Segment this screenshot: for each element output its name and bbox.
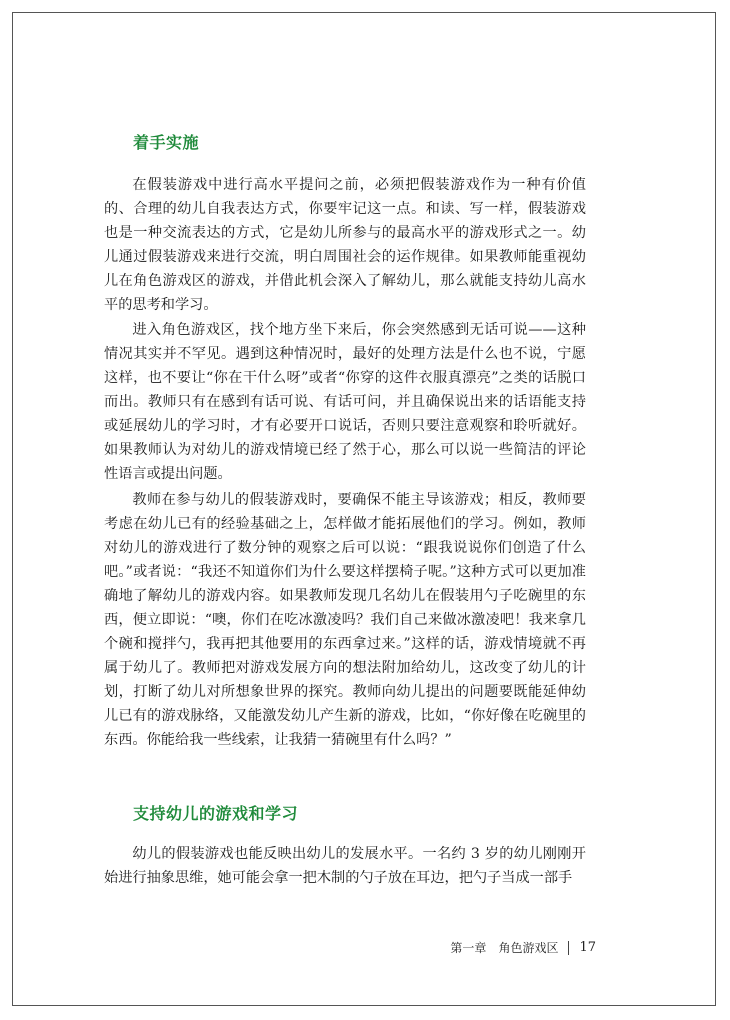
footer-chapter: 第一章: [450, 941, 487, 955]
section-heading-getting-started: 着手实施: [133, 133, 200, 152]
body-paragraph-2: 进入角色游戏区，找个地方坐下来后，你会突然感到无话可说——这种情况其实并不罕见。遇到这种情况时，最好的处理方法是什么也不说，宁愿这样，也不要让“你在干什么呀”或者“你穿的这件衣服真漂亮”之类的话脱口而出。教师只有在感到有话可说、有话可问，并且确保说出来的话语能支持或延展幼儿的学习时，才有必要开口说话，否则只要注意观察和聆听就好。如果教师认为对幼儿的游戏情境已经了然于心，那么可以说一些简洁的评论性语言或提出问题。: [104, 322, 586, 482]
body-paragraph-4: 幼儿的假装游戏也能反映出幼儿的发展水平。一名约 3 岁的幼儿刚刚开始进行抽象思维，她可能会拿一把木制的勺子放在耳边，把勺子当成一部手: [104, 846, 586, 886]
section-heading-support-play: 支持幼儿的游戏和学习: [133, 804, 299, 823]
page-footer: [450, 939, 596, 956]
footer-divider: [568, 941, 569, 955]
footer-section-title: 角色游戏区: [498, 941, 559, 955]
page-number: 17: [579, 940, 596, 955]
body-paragraph-1: 在假装游戏中进行高水平提问之前，必须把假装游戏作为一种有价值的、合理的幼儿自我表达方式，你要牢记这一点。和读、写一样，假装游戏也是一种交流表达的方式，它是幼儿所参与的最高水平的游戏形式之一。幼儿通过假装游戏来进行交流，明白周围社会的运作规律。如果教师能重视幼儿在角色游戏区的游戏，并借此机会深入了解幼儿，那么就能支持幼儿高水平的思考和学习。: [104, 177, 586, 313]
body-paragraph-3: 教师在参与幼儿的假装游戏时，要确保不能主导该游戏；相反，教师要考虑在幼儿已有的经验基础之上，怎样做才能拓展他们的学习。例如，教师对幼儿的游戏进行了数分钟的观察之后可以说：“跟我说说你们创造了什么吧。”或者说：“我还不知道你们为什么要这样摆椅子呢。”这种方式可以更加准确地了解幼儿的游戏内容。如果教师发现几名幼儿在假装用勺子吃碗里的东西，便立即说：“噢，你们在吃冰激凌吗？我们自己来做冰激凌吧！我来拿几个碗和搅拌勺，我再把其他要用的东西拿过来。”这样的话，游戏情境就不再属于幼儿了。教师把对游戏发展方向的想法附加给幼儿，这改变了幼儿的计划，打断了幼儿对所想象世界的探究。教师向幼儿提出的问题要既能延伸幼儿已有的游戏脉络，又能激发幼儿产生新的游戏，比如，“你好像在吃碗里的东西。你能给我一些线索，让我猜一猜碗里有什么吗？”: [104, 492, 586, 748]
